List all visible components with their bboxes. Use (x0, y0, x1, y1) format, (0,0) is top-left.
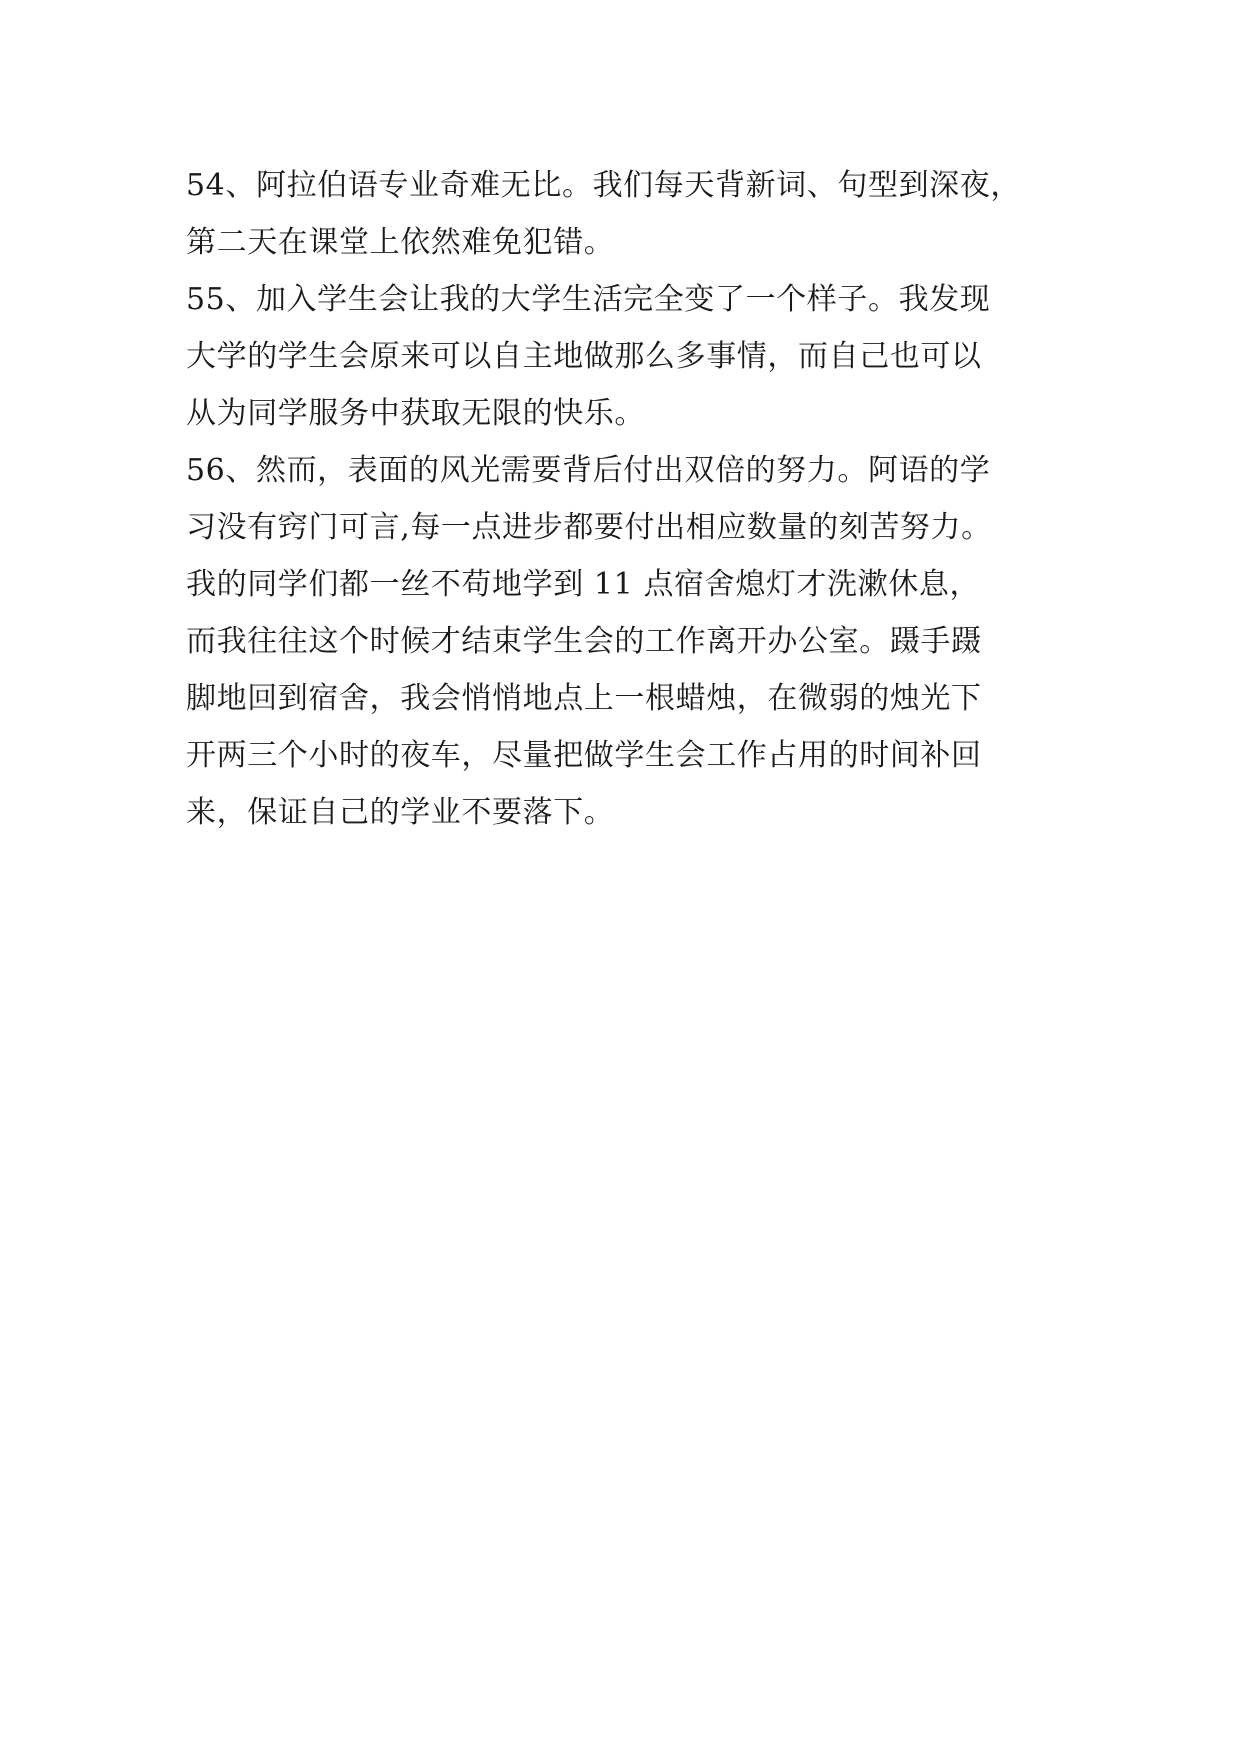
paragraph-55 (186, 271, 1066, 442)
text-line: 从为同学服务中获取无限的快乐。 (186, 396, 645, 431)
text-line: 习没有窍门可言,每一点进步都要付出相应数量的刻苦努力。 (186, 510, 992, 545)
text-line: 55、加入学生会让我的大学生活完全变了一个样子。我发现 (186, 282, 991, 317)
text-line: 56、然而，表面的风光需要背后付出双倍的努力。阿语的学 (186, 453, 991, 488)
paragraph-54 (186, 157, 1066, 271)
text-line: 第二天在课堂上依然难免犯错。 (186, 225, 615, 260)
text-line: 来，保证自己的学业不要落下。 (186, 795, 615, 830)
text-line: 而我往往这个时候才结束学生会的工作离开办公室。蹑手蹑 (186, 624, 982, 659)
text-line: 54、阿拉伯语专业奇难无比。我们每天背新词、句型到深夜， (186, 168, 1021, 203)
text-line: 大学的学生会原来可以自主地做那么多事情，而自己也可以 (186, 339, 982, 374)
text-line: 脚地回到宿舍，我会悄悄地点上一根蜡烛，在微弱的烛光下 (186, 681, 982, 716)
body-text (186, 157, 1066, 841)
text-line: 我的同学们都一丝不苟地学到 11 点宿舍熄灯才洗漱休息， (186, 567, 981, 602)
paragraph-56 (186, 442, 1066, 841)
text-line: 开两三个小时的夜车，尽量把做学生会工作占用的时间补回 (186, 738, 982, 773)
